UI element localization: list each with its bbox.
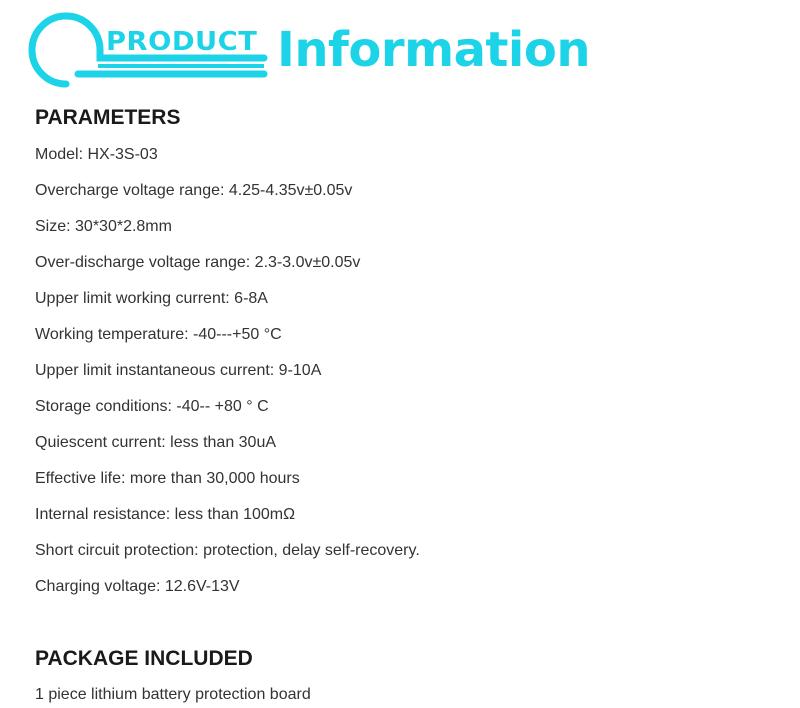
parameter-item: Storage conditions: -40-- +80 ° C [35,398,269,415]
product-label: PRODUCT [106,27,258,57]
package-content: 1 piece lithium battery protection board [35,686,311,703]
package-heading: PACKAGE INCLUDED [35,647,253,670]
parameter-item: Charging voltage: 12.6V-13V [35,578,240,595]
parameter-item: Over-discharge voltage range: 2.3-3.0v±0.05v [35,254,361,271]
parameter-item: Upper limit working current: 6-8A [35,290,268,307]
information-heading: Information [277,22,591,78]
parameter-item: Effective life: more than 30,000 hours [35,470,300,487]
parameter-item: Working temperature: -40---+50 °C [35,326,282,343]
parameter-item: Size: 30*30*2.8mm [35,218,172,235]
parameter-item: Internal resistance: less than 100mΩ [35,506,296,523]
parameter-item: Overcharge voltage range: 4.25-4.35v±0.05v [35,182,353,199]
parameters-list [35,146,420,614]
parameter-item: Short circuit protection: protection, delay self-recovery. [35,542,420,559]
header-banner [0,0,800,100]
parameter-item: Quiescent current: less than 30uA [35,434,277,451]
parameter-item: Model: HX-3S-03 [35,146,158,163]
parameter-item: Upper limit instantaneous current: 9-10A [35,362,322,379]
parameters-heading: PARAMETERS [35,106,181,129]
